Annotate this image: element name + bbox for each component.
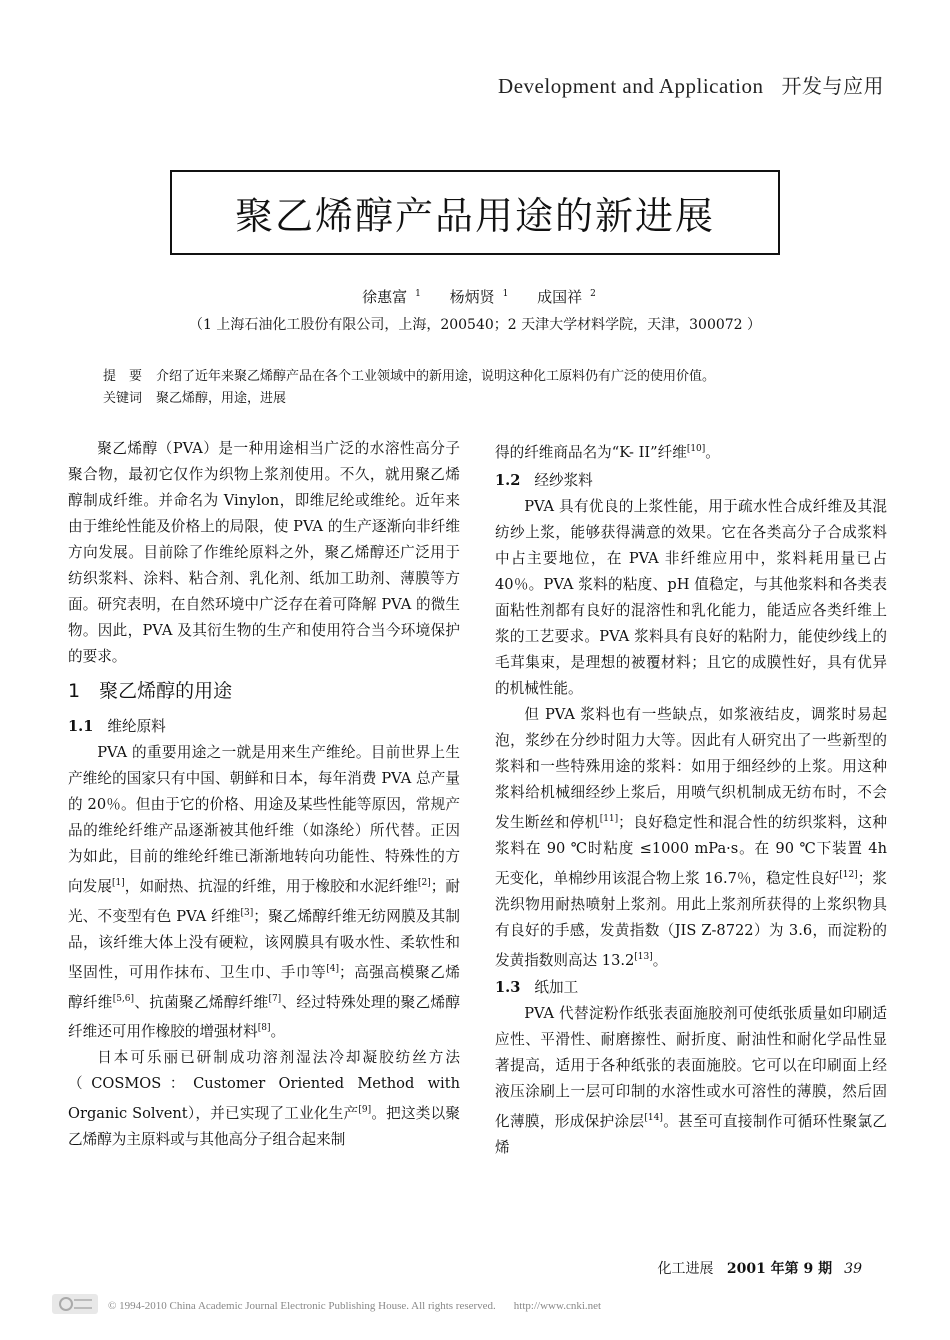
author: 成国祥 $^2$ xyxy=(537,288,596,306)
right-column xyxy=(495,436,887,1161)
paragraph-sizing: PVA 具有优良的上浆性能，用于疏水性合成纤维及其混纺纱上浆，能够获得满意的效果。它在各类高分子合成浆料中占主要地位，在 PVA 非纤维应用中，浆料耗用量已占 40％。PVA 浆料的粘度、pH 值稳定，与其他浆料和各类表面粘性剂都有良好的混溶性和乳化能力，能适应各类纤维上浆的工艺要求。PVA 浆料具有良好的粘附力，能使纱线上的毛茸集束，是理想的被覆材料；且它的成膜性好，具有优异的机械性能。 xyxy=(495,497,887,697)
paragraph-sizing-drawbacks: 但 PVA 浆料也有一些缺点，如浆液结皮，调浆时易起泡，浆纱在分纱时阻力大等。因此有人研究出了一些新型的浆料和一些特殊用途的浆料：如用于细经纱的上浆。用这种浆料给机械细经纱上浆后，用喷气织机制成无纺布时，不会发生断丝和停机[11]；良好稳定性和混合性的纺织浆料，这种浆料在 90 ℃时粘度 ≤1000 mPa·s。在 90 ℃下装置 4h 无变化，单棉纱用该混合物上浆 16.7％，稳定性良好[12]；浆洗织物用耐热喷射上浆剂。用此上浆剂所获得的上浆织物具有良好的手感，发黄指数（JIS Z-8722）为 3.6，而淀粉的发黄指数则高达 13.2[13]。 xyxy=(495,705,887,969)
journal-name: 化工进展 xyxy=(657,1261,714,1277)
copyright-text: © 1994-2010 China Academic Journal Electronic Publishing House. All rights reserved. xyxy=(108,1300,496,1312)
subsection-heading-1-1: 1.1 维纶原料 xyxy=(68,718,166,735)
author-list xyxy=(0,286,950,307)
copyright-url[interactable]: http://www.cnki.net xyxy=(513,1300,602,1312)
abstract-text: 介绍了近年来聚乙烯醇产品在各个工业领域中的新用途，说明这种化工原料仍有广泛的使用价值。 xyxy=(156,369,716,384)
abstract-block xyxy=(103,366,883,410)
subsection-heading-1-3: 1.3 纸加工 xyxy=(495,979,579,997)
paragraph-paper: PVA 代替淀粉作纸张表面施胶剂可使纸张质量如印刷适应性、平滑性、耐磨擦性、耐折度、耐油性和耐化学品性显著提高，适用于各种纸张的表面施胶。它可以在印刷面上经液压涂刷上一层可印制的水溶性或水可溶性的薄膜，然后固化薄膜，形成保护涂层[14]。甚至可直接制作可循环性聚氯乙烯 xyxy=(495,1005,887,1157)
running-header-cn: 开发与应用 xyxy=(781,74,884,98)
keywords-text: 聚乙烯醇，用途，进展 xyxy=(156,391,287,406)
paper-title: 聚乙烯醇产品用途的新进展 xyxy=(234,194,715,238)
subsection-heading-1-2: 1.2 经纱浆料 xyxy=(495,471,593,489)
paragraph-continued: 得的纤维商品名为“K- II”纤维[10]。 xyxy=(495,443,720,461)
journal-issue: 2001 年第 9 期 xyxy=(726,1261,833,1277)
copyright-line xyxy=(108,1300,619,1312)
intro-paragraph: 聚乙烯醇（PVA）是一种用途相当广泛的水溶性高分子聚合物，最初它仅作为织物上浆剂使用。不久，就用聚乙烯醇制成纤维。并命名为 Vinylon，即维尼纶或维纶。近年来由于维纶性能及价格上的局限，使 PVA 的生产逐渐向非纤维方向发展。目前除了作维纶原料之外，聚乙烯醇还广泛用于纺织浆料、涂料、粘合剂、乳化剂、纸加工助剂、薄膜等方面。研究表明，在自然环境中广泛存在着可降解 PVA 的微生物。因此，PVA 及其衍生物的生产和使用符合当今环境保护的要求。 xyxy=(68,440,460,665)
author: 杨炳贤 $^1$ xyxy=(449,288,509,306)
left-column xyxy=(68,436,460,1153)
running-header xyxy=(498,70,884,99)
paragraph-fiber: PVA 的重要用途之一就是用来生产维纶。目前世界上生产维纶的国家只有中国、朝鲜和日本，每年消费 PVA 总产量的 20％。但由于它的价格、用途及某些性能等原因，常规产品的维纶纤维产品逐渐被其他纤维（如涤纶）所代替。正因为如此，目前的维纶纤维已渐渐地转向功能性、特殊性的方向发展[1]，如耐热、抗湿的纤维，用于橡胶和水泥纤维[2]；耐光、不变型有色 PVA 纤维[3]；聚乙烯醇纤维无纺网膜及其制品，该纤维大体上没有硬粒，该网膜具有吸水性、柔软性和坚固性，可用作抹布、卫生巾、手巾等[4]；高强高模聚乙烯醇纤维[5,6]、抗菌聚乙烯醇纤维[7]、经过特殊处理的聚乙烯醇纤维还可用作橡胶的增强材料[8]。 xyxy=(68,744,460,1041)
journal-footer xyxy=(657,1258,862,1278)
running-header-en: Development and Application xyxy=(498,74,764,98)
affiliation: （1 上海石油化工股份有限公司，上海，200540；2 天津大学材料学院，天津，300072 ） xyxy=(188,317,762,333)
keywords-label: 关键词 xyxy=(103,391,143,406)
page-number: 39 xyxy=(844,1261,862,1277)
paragraph-kuraray: 日本可乐丽已研制成功溶剂湿法冷却凝胶纺丝方法（COSMOS：Customer Oriented Method with Organic Solvent），并已实现了工业化生产[9]。把这类以聚乙烯醇为主原料或与其他高分子组合起来制 xyxy=(68,1049,460,1149)
section-heading-1: 1 聚乙烯醇的用途 xyxy=(68,680,233,702)
cnki-logo-icon xyxy=(52,1294,98,1314)
title-box xyxy=(170,170,780,255)
author: 徐惠富 $^1$ xyxy=(362,288,421,306)
abstract-label: 提 要 xyxy=(103,369,143,384)
